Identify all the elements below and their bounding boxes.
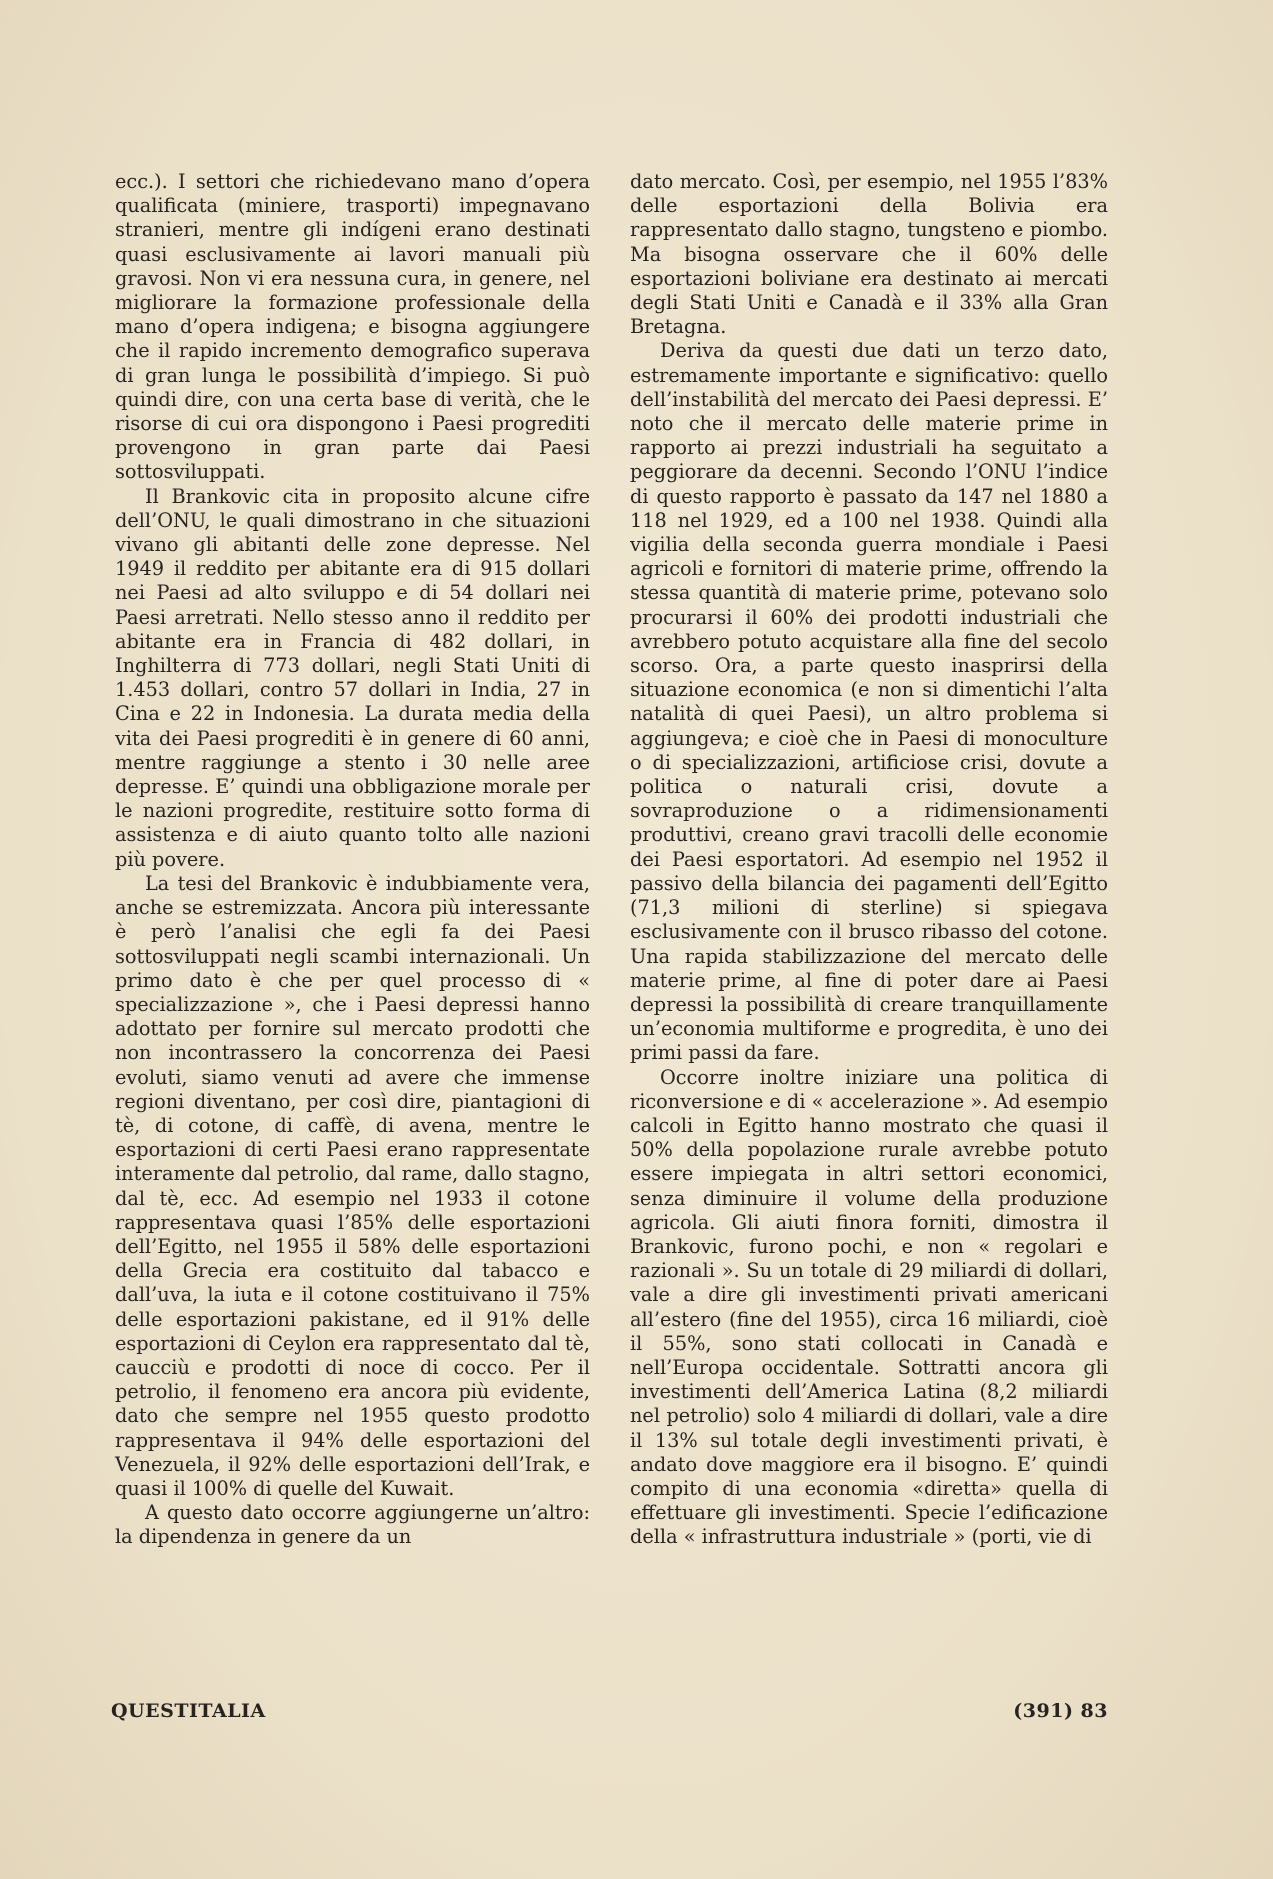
paragraph: ecc.). I settori che richiedevano mano d’opera qualificata (miniere, trasporti) impegnavano stranieri, mentre gli indígeni erano destinati quasi esclusivamente ai lavori manuali più gravosi. Non vi era nessuna cura, in genere, nel migliorare la formazione professionale della mano d’opera indigena; e bisogna aggiungere che il rapido incremento demografico superava di gran lunga le possibilità d’impiego. Si può quindi dire, con una certa base di verità, che le risorse di cui ora dispongono i Paesi progrediti provengono in gran parte dai Paesi sottosviluppati.	[115, 170, 590, 484]
paragraph: Il Brankovic cita in proposito alcune cifre dell’ONU, le quali dimostrano in che situazioni vivano gli abitanti delle zone depresse. Nel 1949 il reddito per abitante era di 915 dollari nei Paesi ad alto sviluppo e di 54 dollari nei Paesi arretrati. Nello stesso anno il reddito per abitante era in Francia di 482 dollari, in Inghilterra di 773 dollari, negli Stati Uniti di 1.453 dollari, contro 57 dollari in India, 27 in Cina e 22 in Indonesia. La durata media della vita dei Paesi progrediti è in genere di 60 anni, mentre raggiunge a stento i 30 nelle aree depresse. E’ quindi una obbligazione morale per le nazioni progredite, restituire sotto forma di assistenza e di aiuto quanto tolto alle nazioni più povere.	[115, 484, 590, 871]
page-number: (391) 83	[1013, 1700, 1108, 1722]
paragraph: La tesi del Brankovic è indubbiamente vera, anche se estremizzata. Ancora più interessante è però l’analisi che egli fa dei Paesi sottosviluppati negli scambi internazionali. Un primo dato è che per quel processo di « specializzazione », che i Paesi depressi hanno adottato per fornire sul mercato prodotti che non incontrassero la concorrenza dei Paesi evoluti, siamo venuti ad avere che immense regioni diventano, per così dire, piantagioni di tè, di cotone, di caffè, di avena, mentre le esportazioni di certi Paesi erano rappresentate interamente dal petrolio, dal rame, dallo stagno, dal tè, ecc. Ad esempio nel 1933 il cotone rappresentava quasi l’85% delle esportazioni dell’Egitto, nel 1955 il 58% delle esportazioni della Grecia era costituito dal tabacco e dall’uva, la iuta e il cotone costituivano il 75% delle esportazioni pakistane, ed il 91% delle esportazioni di Ceylon era rappresentato dal tè, caucciù e prodotti di noce di cocco. Per il petrolio, il fenomeno era ancora più evidente, dato che sempre nel 1955 questo prodotto rappresentava il 94% delle esportazioni del Venezuela, il 92% delle esportazioni dell’Irak, e quasi il 100% di quelle del Kuwait.	[115, 871, 590, 1500]
right-column	[630, 170, 1108, 1550]
paragraph: Deriva da questi due dati un terzo dato, estremamente importante e significativo: quello dell’instabilità del mercato dei Paesi depressi. E’ noto che il mercato delle materie prime in rapporto ai prezzi industriali ha seguitato a peggiorare da decenni. Secondo l’ONU l’indice di questo rapporto è passato da 147 nel 1880 a 118 nel 1929, ed a 100 nel 1938. Quindi alla vigilia della seconda guerra mondiale i Paesi agricoli e fornitori di materie prime, offrendo la stessa quantità di materie prime, potevano solo procurarsi il 60% dei prodotti industriali che avrebbero potuto acquistare alla fine del secolo scorso. Ora, a parte questo inasprirsi della situazione economica (e non si dimentichi l’alta natalità di quei Paesi), un altro problema si aggiungeva; e cioè che in Paesi di monoculture o di specializzazioni, artificiose crisi, dovute a politica o naturali crisi, dovute a sovraproduzione o a ridimensionamenti produttivi, creano gravi tracolli delle economie dei Paesi esportatori. Ad esempio nel 1952 il passivo della bilancia dei pagamenti dell’Egitto (71,3 milioni di sterline) si spiegava esclusivamente con il brusco ribasso del cotone. Una rapida stabilizzazione del mercato delle materie prime, al fine di poter dare ai Paesi depressi la possibilità di creare tranquillamente un’economia multiforme e progredita, è uno dei primi passi da fare.	[630, 339, 1108, 1065]
paragraph: A questo dato occorre aggiungerne un’altro: la dipendenza in genere da un	[115, 1501, 590, 1549]
magazine-name: QUESTITALIA	[111, 1700, 266, 1722]
paragraph: Occorre inoltre iniziare una politica di riconversione e di « accelerazione ». Ad esempio calcoli in Egitto hanno mostrato che quasi il 50% della popolazione rurale avrebbe potuto essere impiegata in altri settori economici, senza diminuire il volume della produzione agricola. Gli aiuti finora forniti, dimostra il Brankovic, furono pochi, e non « regolari e razionali ». Su un totale di 29 miliardi di dollari, vale a dire gli investimenti privati americani all’estero (fine del 1955), circa 16 miliardi, cioè il 55%, sono stati collocati in Canadà e nell’Europa occidentale. Sottratti ancora gli investimenti dell’America Latina (8,2 miliardi nel petrolio) solo 4 miliardi di dollari, vale a dire il 13% sul totale degli investimenti privati, è andato dove maggiore era il bisogno. E’ quindi compito di una economia «diretta» quella di effettuare gli investimenti. Specie l’edificazione della « infrastruttura industriale » (porti, vie di	[630, 1065, 1108, 1549]
left-column	[115, 170, 590, 1550]
paragraph: dato mercato. Così, per esempio, nel 1955 l’83% delle esportazioni della Bolivia era rappresentato dallo stagno, tungsteno e piombo. Ma bisogna osservare che il 60% delle esportazioni boliviane era destinato ai mercati degli Stati Uniti e Canadà e il 33% alla Gran Bretagna.	[630, 170, 1108, 339]
